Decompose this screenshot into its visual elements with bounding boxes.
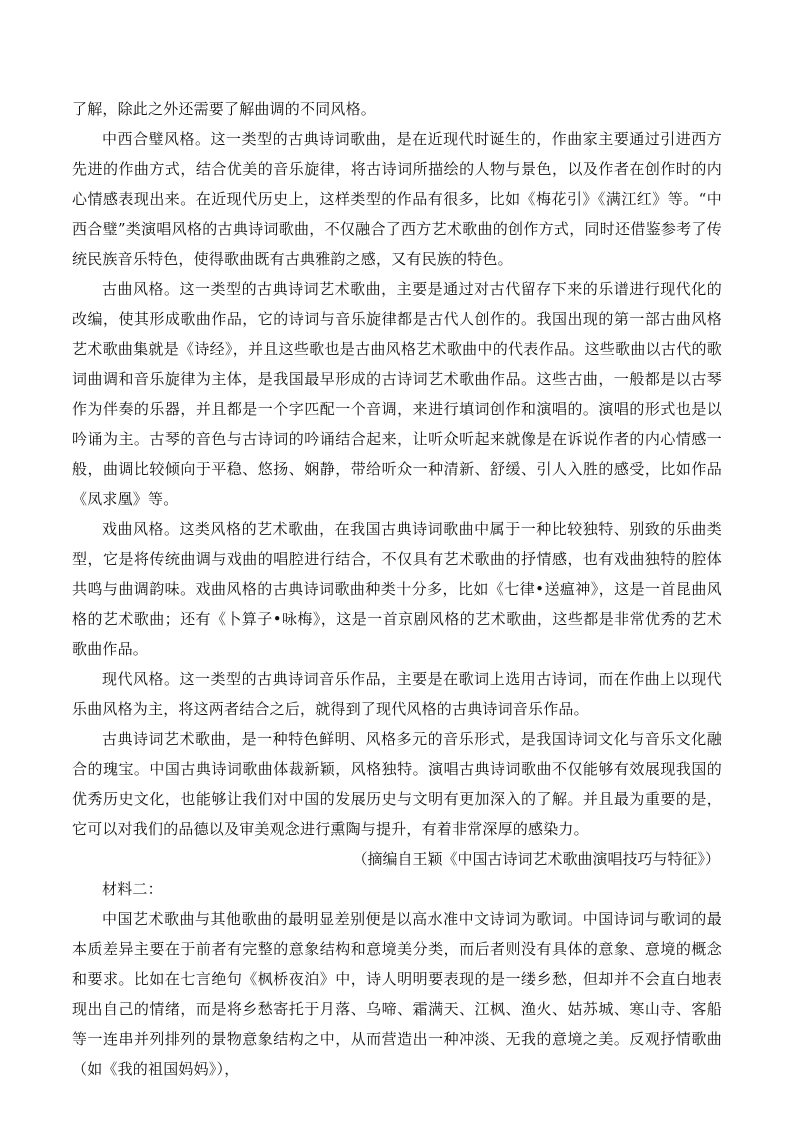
- material2-heading: 材料二：: [102, 880, 163, 898]
- paragraph-intro: 了解，除此之外还需要了解曲调的不同风格。: [72, 100, 377, 118]
- source-citation: （摘编自王颖《中国古诗词艺术歌曲演唱技巧与特征》）: [352, 850, 720, 868]
- paragraph-material2: 中国艺术歌曲与其他歌曲的最明显差别便是以高水准中文诗词为歌词。中国诗词与歌词的最本质差异主要在于前者有完整的意象结构和意境美分类，而后者则没有具体的意象、意境的概念和要求。比如在七言绝句《枫桥夜泊》中，诗人明明要表现的是一缕乡愁，但却并不会直白地表现出自己的情绪，而是将乡愁寄托于月落、乌啼、霜满天、江枫、渔火、姑苏城、寒山寺、客船等一连串并列排列的景物意象结构之中，从而营造出一种冲淡、无我的意境之美。反观抒情歌曲（如《我的祖国妈妈》），: [72, 910, 722, 1078]
- paragraph-xiqu-style: 戏曲风格。这类风格的艺术歌曲，在我国古典诗词歌曲中属于一种比较独特、别致的乐曲类型，它是将传统曲调与戏曲的唱腔进行结合，不仅具有艺术歌曲的抒情感，也有戏曲独特的腔体共鸣与曲调韵味。戏曲风格的古典诗词歌曲种类十分多，比如《七律•送瘟神》，这是一首昆曲风格的艺术歌曲；还有《卜算子•咏梅》，这是一首京剧风格的艺术歌曲，这些都是非常优秀的艺术歌曲作品。: [72, 520, 722, 658]
- paragraph-guqu-style: 古曲风格。这一类型的古典诗词艺术歌曲，主要是通过对古代留存下来的乐谱进行现代化的改编，使其形成歌曲作品，它的诗词与音乐旋律都是古代人创作的。我国出现的第一部古曲风格艺术歌曲集就是《诗经》，并且这些歌也是古曲风格艺术歌曲中的代表作品。这些歌曲以古代的歌词曲调和音乐旋律为主体，是我国最早形成的古诗词艺术歌曲作品。这些古曲，一般都是以古琴作为伴奏的乐器，并且都是一个字匹配一个音调，来进行填词创作和演唱的。演唱的形式也是以吟诵为主。古琴的音色与古诗词的吟诵结合起来，让听众听起来就像是在诉说作者的内心情感一般，曲调比较倾向于平稳、悠扬、娴静，带给听众一种清新、舒缓、引人入胜的感受，比如作品《凤求凰》等。: [72, 280, 722, 508]
- paragraph-zhongxi-hebi: 中西合璧风格。这一类型的古典诗词歌曲，是在近现代时诞生的，作曲家主要通过引进西方先进的作曲方式，结合优美的音乐旋律，将古诗词所描绘的人物与景色，以及作者在创作时的内心情感表现出来。在近现代历史上，这样类型的作品有很多，比如《梅花引》《满江红》等。“中西合璧”类演唱风格的古典诗词歌曲，不仅融合了西方艺术歌曲的创作方式，同时还借鉴参考了传统民族音乐特色，使得歌曲既有古典雅韵之感，又有民族的特色。: [72, 130, 722, 268]
- document-page: [72, 94, 722, 1084]
- paragraph-conclusion: 古典诗词艺术歌曲，是一种特色鲜明、风格多元的音乐形式，是我国诗词文化与音乐文化融合的瑰宝。中国古典诗词歌曲体裁新颖，风格独特。演唱古典诗词歌曲不仅能够有效展现我国的优秀历史文化，也能够让我们对中国的发展历史与文明有更加深入的了解。并且最为重要的是，它可以对我们的品德以及审美观念进行熏陶与提升，有着非常深厚的感染力。: [72, 730, 722, 838]
- paragraph-modern-style: 现代风格。这一类型的古典诗词音乐作品，主要是在歌词上选用古诗词，而在作曲上以现代乐曲风格为主，将这两者结合之后，就得到了现代风格的古典诗词音乐作品。: [72, 670, 722, 718]
